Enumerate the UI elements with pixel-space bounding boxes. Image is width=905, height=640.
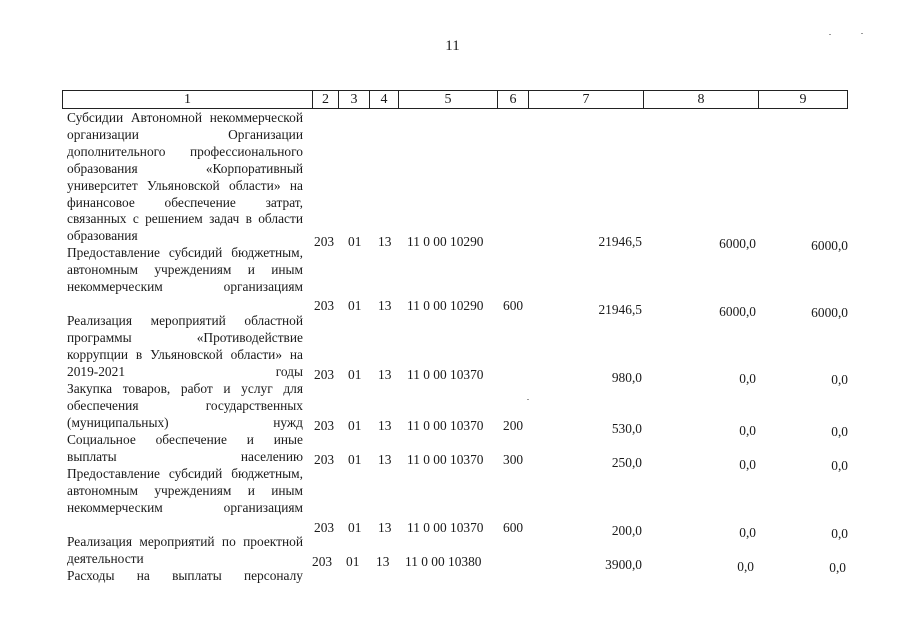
row-col-6: 600 (503, 520, 524, 535)
row-col-5: 11 0 00 10370 (407, 520, 484, 535)
row-col-9: 6000,0 (811, 305, 848, 320)
row-col-4: 13 (378, 234, 392, 249)
row-col-2: 203 (312, 554, 333, 569)
scan-speck (829, 34, 831, 35)
header-col-5: 5 (399, 91, 498, 108)
row-col-8: 0,0 (737, 559, 754, 574)
row-col-8: 6000,0 (719, 304, 756, 319)
header-col-8: 8 (644, 91, 759, 108)
row-col-5: 11 0 00 10290 (407, 298, 484, 313)
row-description: Закупка товаров, работ и услуг для обеспечения государственных (муниципальных) нужд (67, 381, 303, 430)
page-number: 11 (445, 38, 460, 54)
header-col-1: 1 (63, 91, 313, 108)
row-col-2: 203 (314, 367, 335, 382)
row-description: Реализация мероприятий по проектной деятельности (67, 534, 303, 566)
row-col-5: 11 0 00 10370 (407, 452, 484, 467)
row-col-8: 0,0 (739, 371, 756, 386)
table-header (62, 90, 848, 109)
row-col-4: 13 (378, 298, 392, 313)
row-col-2: 203 (314, 298, 335, 313)
scan-speck (861, 33, 863, 34)
row-col-7: 530,0 (611, 421, 642, 436)
row-col-3: 01 (348, 418, 362, 433)
row-description: Субсидии Автономной некоммерческой организации Организации дополнительного профессионального образования «Корпоративный университет Ульяновской области» на финансовое обеспечение затрат, связанных с решением задач в области образования (67, 110, 303, 244)
row-col-2: 203 (314, 452, 335, 467)
row-description: Реализация мероприятий областной программы «Противодействие коррупции в Ульяновской области» на 2019-2021 годы (67, 313, 303, 379)
row-col-4: 13 (376, 554, 390, 569)
row-col-5: 11 0 00 10380 (405, 554, 482, 569)
row-col-8: 6000,0 (719, 236, 756, 251)
row-col-9: 6000,0 (811, 238, 848, 253)
row-col-3: 01 (348, 452, 362, 467)
row-col-7: 3900,0 (605, 557, 642, 572)
header-col-4: 4 (370, 91, 399, 108)
header-col-6: 6 (498, 91, 529, 108)
row-col-4: 13 (378, 367, 392, 382)
row-description: Предоставление субсидий бюджетным, автономным учреждениям и иным некоммерческим организациям (67, 466, 303, 515)
row-col-9: 0,0 (831, 372, 848, 387)
row-col-7: 980,0 (611, 370, 642, 385)
row-col-2: 203 (314, 520, 335, 535)
row-col-5: 11 0 00 10370 (407, 367, 484, 382)
header-col-2: 2 (313, 91, 339, 108)
header-col-9: 9 (799, 92, 807, 107)
row-col-9: 0,0 (831, 424, 848, 439)
row-col-6: 600 (503, 298, 524, 313)
row-col-3: 01 (348, 520, 362, 535)
row-col-4: 13 (378, 520, 392, 535)
row-col-2: 203 (314, 234, 335, 249)
row-col-3: 01 (348, 367, 362, 382)
row-col-5: 11 0 00 10370 (407, 418, 484, 433)
row-col-7: 250,0 (611, 455, 642, 470)
row-col-9: 0,0 (829, 560, 846, 575)
row-col-9: 0,0 (831, 526, 848, 541)
row-col-9: 0,0 (831, 458, 848, 473)
header-col-3: 3 (339, 91, 370, 108)
row-col-6: 200 (503, 418, 524, 433)
row-col-7: 21946,5 (598, 234, 642, 249)
header-col-7: 7 (529, 91, 644, 108)
row-col-8: 0,0 (739, 457, 756, 472)
row-col-2: 203 (314, 418, 335, 433)
row-col-4: 13 (378, 418, 392, 433)
row-description: Предоставление субсидий бюджетным, автономным учреждениям и иным некоммерческим организациям (67, 245, 303, 294)
row-col-8: 0,0 (739, 525, 756, 540)
row-col-8: 0,0 (739, 423, 756, 438)
row-description: Социальное обеспечение и иные выплаты населению (67, 432, 303, 464)
row-col-7: 21946,5 (598, 302, 642, 317)
row-col-3: 01 (348, 234, 362, 249)
row-col-7: 200,0 (611, 523, 642, 538)
row-description: Расходы на выплаты персоналу (67, 568, 303, 583)
row-col-4: 13 (378, 452, 392, 467)
row-col-5: 11 0 00 10290 (407, 234, 484, 249)
scan-speck (527, 399, 529, 400)
row-col-3: 01 (346, 554, 360, 569)
row-col-6: 300 (503, 452, 524, 467)
row-col-3: 01 (348, 298, 362, 313)
